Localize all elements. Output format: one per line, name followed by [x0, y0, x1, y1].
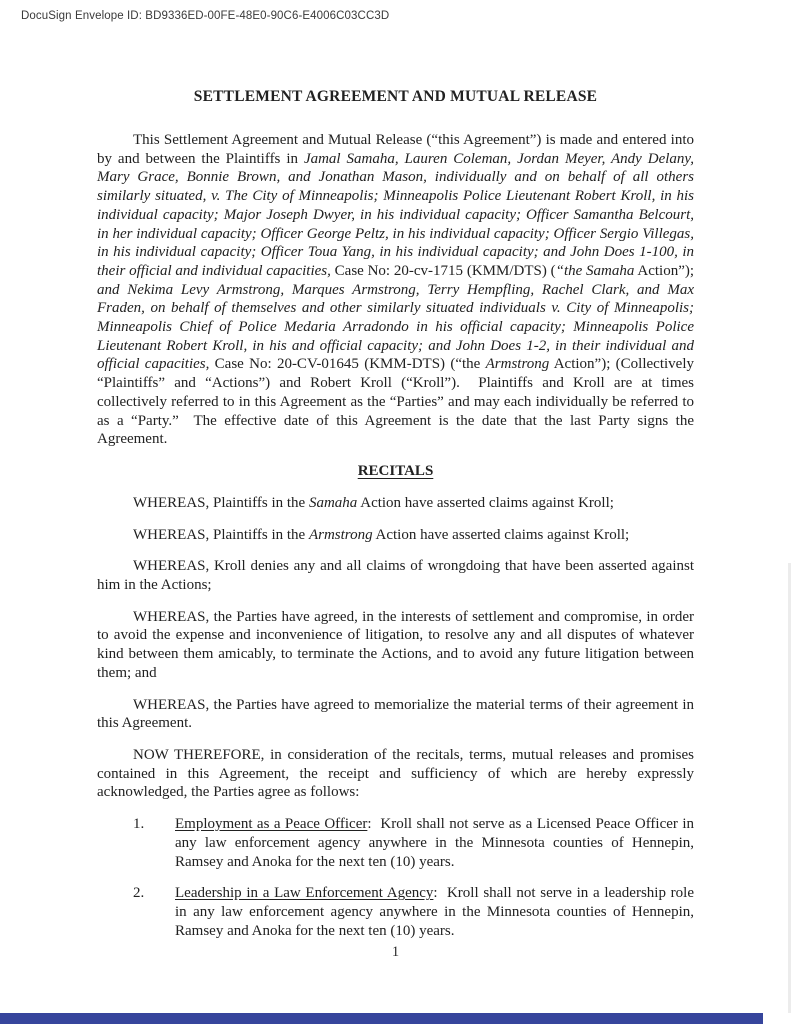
whereas-paragraph-4: WHEREAS, the Parties have agreed, in the interests of settlement and compromise, in order to avoid the expense and inconvenience of litigation, to resolve any and all disputes of whatever kind between them amicably, to terminate the Actions, and to avoid any future litigation between them; and	[97, 608, 694, 681]
numbered-item-1	[133, 815, 694, 871]
intro-paragraph: This Settlement Agreement and Mutual Release (“this Agreement”) is made and entered into by and between the Plaintiffs in Jamal Samaha, Lauren Coleman, Jordan Meyer, Andy Delany, Mary Grace, Bonnie Brown, and Jonathan Mason, individually and on behalf of all others similarly situated, v. The City of Minneapolis; Minneapolis Police Lieutenant Robert Kroll, in his individual capacity; Major Joseph Dwyer, in his individual capacity; Officer Samantha Belcourt, in her individual capacity; Officer George Peltz, in his individual capacity; Officer Sergio Villegas, in his individual capacity; Officer Toua Yang, in his individual capacity; and John Does 1-100, in their official and individual capacities, Case No: 20-cv-1715 (KMM/DTS) (“the Samaha Action”); and Nekima Levy Armstrong, Marques Armstrong, Terry Hempfling, Rachel Clark, and Max Fraden, on behalf of themselves and other similarly situated individuals v. City of Minneapolis; Minneapolis Chief of Police Medaria Arradondo in his official capacity; Minneapolis Police Lieutenant Robert Kroll, in his and official capacity; and John Does 1-2, in their individual and official capacities, Case No: 20-CV-01645 (KMM-DTS) (“the Armstrong Action”); (Collectively “Plaintiffs” and “Actions”) and Robert Kroll (“Kroll”). Plaintiffs and Kroll are at times collectively referred to in this Agreement as the “Parties” and may each individually be referred to as a “Party.” The effective date of this Agreement is the date that the last Party signs the Agreement.	[97, 132, 695, 448]
whereas-paragraph-1: WHEREAS, Plaintiffs in the Samaha Action have asserted claims against Kroll;	[133, 494, 614, 511]
recitals-heading: RECITALS	[357, 462, 434, 479]
docusign-envelope-id: DocuSign Envelope ID: BD9336ED-00FE-48E0-90C6-E4006C03CC3D	[21, 10, 390, 22]
document-body	[97, 88, 694, 953]
whereas-paragraph-2: WHEREAS, Plaintiffs in the Armstrong Action have asserted claims against Kroll;	[133, 526, 630, 543]
whereas-paragraph-5: WHEREAS, the Parties have agreed to memorialize the material terms of their agreement in this Agreement.	[97, 696, 694, 732]
item-number: 1.	[133, 816, 145, 833]
item-number: 2.	[133, 885, 145, 902]
page-number: 1	[391, 944, 400, 960]
document-title: SETTLEMENT AGREEMENT AND MUTUAL RELEASE	[193, 88, 598, 105]
whereas-paragraph-3: WHEREAS, Kroll denies any and all claims of wrongdoing that have been asserted against him in the Actions;	[97, 558, 694, 594]
numbered-item-2	[133, 884, 694, 940]
footer-bar	[0, 1013, 763, 1024]
now-therefore-paragraph: NOW THEREFORE, in consideration of the recitals, terms, mutual releases and promises contained in this Agreement, the receipt and sufficiency of which are hereby expressly acknowledged, the Parties agree as follows:	[97, 746, 694, 801]
item-text: Employment as a Peace Officer: Kroll shall not serve as a Licensed Peace Officer in any law enforcement agency anywhere in the Minnesota counties of Hennepin, Ramsey and Anoka for the next ten (10) years.	[175, 816, 694, 870]
item-text: Leadership in a Law Enforcement Agency: Kroll shall not serve in a leadership role in any law enforcement agency anywhere in the Minnesota counties of Hennepin, Ramsey and Anoka for the next ten (10) years.	[175, 885, 694, 939]
numbered-items	[97, 815, 694, 940]
